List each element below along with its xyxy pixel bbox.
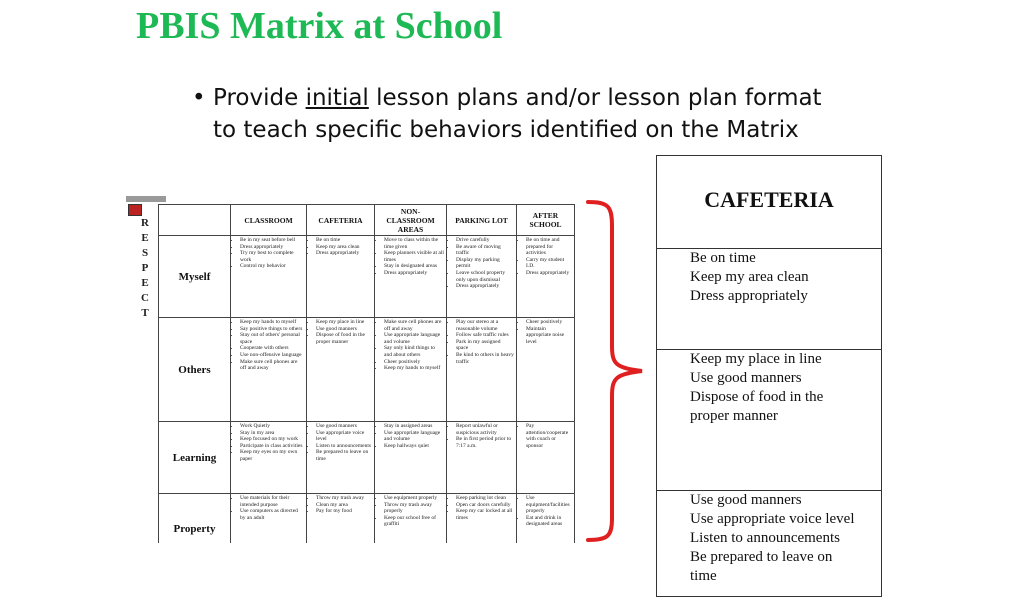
matrix-cell-item: • Pay for my food (316, 508, 372, 515)
matrix-row-header: Others (159, 318, 231, 422)
matrix-cell-item: • Dress appropriately (384, 270, 444, 277)
matrix-cell-item: • Keep my place in line (316, 319, 372, 326)
matrix-cell (307, 318, 375, 422)
cafeteria-behavior-line: proper manner (690, 408, 778, 424)
slide-title: PBIS Matrix at School (136, 5, 503, 47)
matrix-cell-item: • Participate in class activities (240, 443, 304, 450)
matrix-cell-item: • Open car doors carefully (456, 502, 514, 509)
matrix-row (159, 318, 575, 422)
matrix-cell (307, 422, 375, 494)
respect-letter: T (141, 307, 149, 319)
matrix-row-header: Learning (159, 422, 231, 494)
matrix-cell-item: • Keep parking lot clean (456, 495, 514, 502)
matrix-cell-item: • Cheer positively (526, 319, 572, 326)
matrix-cell-item: • Make sure cell phones are off and away (384, 319, 444, 332)
cafeteria-section (657, 248, 881, 350)
matrix-cell-item: • Make sure cell phones are off and away (240, 359, 304, 372)
matrix-cell-item: • Keep planners visible at all times (384, 250, 444, 263)
matrix-cell (375, 422, 447, 494)
respect-letter: E (141, 277, 149, 289)
matrix-cell-item: • Dress appropriately (240, 244, 304, 251)
matrix-cell-item: • Keep focused on my work (240, 436, 304, 443)
matrix-cell-item: • Throw my trash away properly (384, 502, 444, 515)
cafeteria-behavior-line: Keep my area clean (690, 269, 809, 285)
matrix-cell-item: • Eat and drink in designated areas (526, 515, 572, 528)
matrix-row (159, 494, 575, 544)
matrix-cell-item: • Keep my hands to myself (384, 365, 444, 372)
cafeteria-behavior-line: Keep my place in line (690, 351, 822, 367)
cafeteria-section (657, 490, 881, 610)
matrix-cell-item: • Keep my eyes on my own paper (240, 449, 304, 462)
bullet-text: Provide initial lesson plans and/or lesson plan format to teach specific behaviors identified on the Matrix (213, 85, 822, 143)
matrix-cell-item: • Be on time and prepared for activities (526, 237, 572, 257)
matrix-cell-item: • Stay in my area (240, 430, 304, 437)
matrix-cell (447, 494, 517, 544)
matrix-cell (375, 494, 447, 544)
matrix-cell-item: • Use good manners (316, 423, 372, 430)
cafeteria-behavior-line: time (690, 568, 717, 584)
matrix-cell-item: • Move to class within the time given (384, 237, 444, 250)
matrix-cell-item: • Throw my trash away (316, 495, 372, 502)
matrix-cell (447, 422, 517, 494)
matrix-cell-item: • Use materials for their intended purpose (240, 495, 304, 508)
matrix-cell-item: • Use equipment properly (384, 495, 444, 502)
matrix-cell-item: • Keep my hands to myself (240, 319, 304, 326)
matrix-cell-item: • Be kind to others in heavy traffic (456, 352, 514, 365)
matrix-column-header: CLASSROOM (231, 205, 307, 236)
matrix-cell-item: • Keep my area clean (316, 244, 372, 251)
matrix-cell (517, 236, 575, 318)
matrix-cell (231, 318, 307, 422)
matrix-cell-item: • Maintain appropriate noise level (526, 326, 572, 346)
matrix-cell-item: • Listen to announcements (316, 443, 372, 450)
matrix-cell (517, 494, 575, 544)
cafeteria-heading: CAFETERIA (657, 156, 881, 249)
curly-brace-icon (580, 196, 650, 546)
matrix-cell-item: • Report unlawful or suspicious activity (456, 423, 514, 436)
matrix-cell-item: • Be prepared to leave on time (316, 449, 372, 462)
matrix-cell-item: • Pay attention/cooperate with coach or sponsor (526, 423, 572, 449)
matrix-cell-item: • Dress appropriately (456, 283, 514, 290)
school-logo-icon (128, 204, 142, 216)
matrix-cell-item: • Use equipment/facilities properly (526, 495, 572, 515)
matrix-cell-item: • Clean my area (316, 502, 372, 509)
respect-side-label (139, 216, 151, 321)
matrix-cell-item: • Cooperate with others (240, 345, 304, 352)
matrix-cell-item: • Use good manners (316, 326, 372, 333)
matrix-cell-item: • Drive carefully (456, 237, 514, 244)
matrix-corner-cell (159, 205, 231, 236)
matrix-cell-item: • Use non-offensive language (240, 352, 304, 359)
matrix-cell (447, 236, 517, 318)
matrix-cell-item: • Play our stereo at a reasonable volume (456, 319, 514, 332)
cafeteria-behavior-line: Be prepared to leave on (690, 549, 833, 565)
matrix-cell (375, 318, 447, 422)
matrix-cell-item: • Dispose of food in the proper manner (316, 332, 372, 345)
matrix-cell-item: • Use appropriate voice level (316, 430, 372, 443)
matrix-cell-item: • Follow safe traffic rules (456, 332, 514, 339)
underlined-word: initial (305, 85, 369, 111)
matrix-cell-item: • Dress appropriately (316, 250, 372, 257)
matrix-row-header: Property (159, 494, 231, 544)
matrix-column-header: NON-CLASSROOM AREAS (375, 205, 447, 236)
matrix-cell (447, 318, 517, 422)
matrix-cell-item: • Stay in designated areas (384, 263, 444, 270)
matrix-column-header: PARKING LOT (447, 205, 517, 236)
matrix-cell-item: • Be in my seat before bell (240, 237, 304, 244)
cafeteria-behavior-line: Be on time (690, 250, 756, 266)
matrix-cell-item: • Carry my student I.D. (526, 257, 572, 270)
matrix-cell-item: • Stay in assigned areas (384, 423, 444, 430)
matrix-cell-item: • Be in first period prior to 7:17 a.m. (456, 436, 514, 449)
matrix-cell-item: • Leave school property only upon dismissal (456, 270, 514, 283)
respect-letter: R (141, 217, 149, 229)
matrix-row (159, 422, 575, 494)
matrix-cell (231, 494, 307, 544)
matrix-header-row (159, 205, 575, 236)
matrix-cell-item: • Say only kind things to and about others (384, 345, 444, 358)
matrix-cell-item: • Work Quietly (240, 423, 304, 430)
matrix-cell-item: • Use appropriate language and volume (384, 332, 444, 345)
bullet-dot: • (192, 85, 206, 111)
matrix-cell (231, 236, 307, 318)
respect-letter: P (141, 262, 149, 274)
matrix-column-header: CAFETERIA (307, 205, 375, 236)
pbis-matrix-image (126, 196, 588, 543)
matrix-cell (231, 422, 307, 494)
cafeteria-behavior-line: Use good manners (690, 370, 802, 386)
matrix-cell-item: • Dress appropriately (526, 270, 572, 277)
respect-letter: E (141, 232, 149, 244)
matrix-cell (307, 494, 375, 544)
matrix-cell-item: • Use computers as directed by an adult (240, 508, 304, 521)
matrix-cell-item: • Be on time (316, 237, 372, 244)
respect-letter: S (141, 247, 149, 259)
matrix-cell-item: • Park in my assigned space (456, 339, 514, 352)
matrix-cell-item: • Control my behavior (240, 263, 304, 270)
matrix-cell (517, 422, 575, 494)
matrix-cell-item: • Keep hallways quiet (384, 443, 444, 450)
cafeteria-behavior-line: Use appropriate voice level (690, 511, 855, 527)
matrix-header-strip (126, 196, 166, 202)
cafeteria-behavior-line: Use good manners (690, 492, 802, 508)
cafeteria-panel (656, 155, 882, 597)
matrix-cell-item: • Display my parking permit (456, 257, 514, 270)
matrix-table (158, 204, 575, 543)
cafeteria-behavior-line: Dispose of food in the (690, 389, 824, 405)
matrix-cell-item: • Keep our school free of graffiti (384, 515, 444, 528)
matrix-cell-item: • Keep my car locked at all times (456, 508, 514, 521)
matrix-cell-item: • Be aware of moving traffic (456, 244, 514, 257)
matrix-row-header: Myself (159, 236, 231, 318)
respect-letter: C (141, 292, 149, 304)
matrix-cell-item: • Stay out of others' personal space (240, 332, 304, 345)
matrix-cell (375, 236, 447, 318)
cafeteria-behavior-line: Dress appropriately (690, 288, 808, 304)
matrix-cell (517, 318, 575, 422)
matrix-row (159, 236, 575, 318)
matrix-cell (307, 236, 375, 318)
matrix-cell-item: • Try my best to complete work (240, 250, 304, 263)
matrix-cell-item: • Say positive things to others (240, 326, 304, 333)
cafeteria-behavior-line: Listen to announcements (690, 530, 840, 546)
cafeteria-section (657, 349, 881, 491)
matrix-cell-item: • Use appropriate language and volume (384, 430, 444, 443)
matrix-cell-item: • Cheer positively (384, 359, 444, 366)
matrix-column-header: AFTER SCHOOL (517, 205, 575, 236)
